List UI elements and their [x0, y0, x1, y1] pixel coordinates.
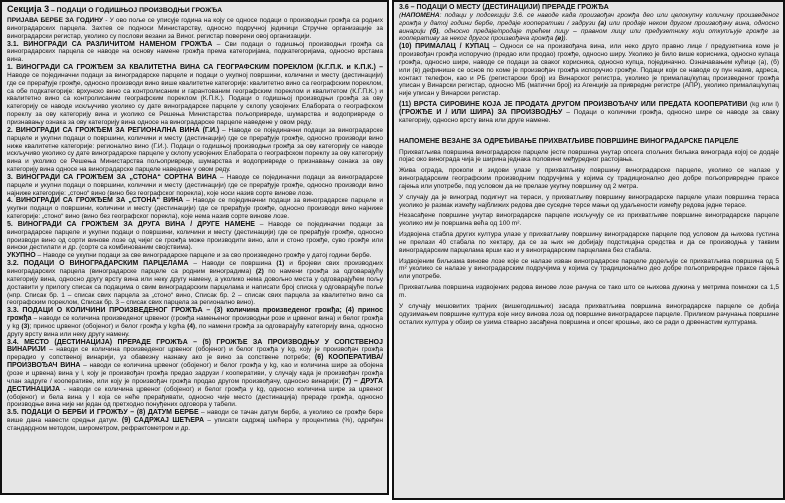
note-eligible-area-4: Незасађене површине унутар виноградарске парцеле искључују се из прихватљиве површине виноградарске парцеле уколико им је површина већа од 100 m². [399, 212, 779, 228]
note-eligible-area-6: Издвојеним биљкама винове лозе које се налазе изван виноградарске парцеле додељује се прихватљива површина од 5 m² уколико се налазе у виноградарским подручјима у којима су традиционално део добре пољопривредне праксе гајења или употребе. [399, 257, 779, 281]
paragraph-3-1 [7, 41, 383, 65]
section-title [7, 4, 383, 16]
text-3-5-b: – уписати садржај шећера у процентима (%), одређен стандардном методом, широметром, рефрактометром и др. [7, 417, 383, 432]
note-eligible-area-1: Прихватљива површина виноградарске парцеле јесте површина унутар опсега спољних биљака винограда којој се додаје појас око винограда чија је ширина једнака половини међуредног растојања. [399, 148, 779, 164]
heading-3-5: 3.5. ПОДАЦИ О БЕРБИ И ГРОЖЂУ – (8) ДАТУМ БЕРБЕ [7, 409, 199, 417]
section-3-column-left [0, 0, 389, 495]
paragraph-category-5 [7, 221, 383, 252]
text-3-3-c: , по намени грожђа за одговарајућу категорију вина, односно другу врсту вина или неку другу намену. [7, 322, 383, 338]
raw-material-unit: (kg или l) [747, 101, 779, 109]
section-title-subtitle: – ПОДАЦИ О ГОДИШЊОЈ ПРОИЗВОДЊИ ГРОЖЂА [49, 7, 223, 14]
heading-total: УКУПНО [7, 252, 36, 260]
section-3-column-right [392, 0, 785, 500]
paragraph-recipient [399, 43, 779, 98]
text-category-1: Наводе се појединачни подаци за виноградарске парцеле и подаци о укупној површини, количини и месту (дестинацији) где се прерађује грожђе, односно производи вино више квалитетне категорије: квалитетно вино са географским пореклом, са обе подкатегорије: врхунско вино са контролисаним и гарантованим географским пореклом и квалитетом (К.Г.П.К.) и квалитетно вино са контролисаним географским пореклом (К.П.К.). Подаци о годишњој производњи грожђа за ову категорију се наводе искључиво уколико су дате виноградарске парцеле у склопу усвојених Елабората о географском пореклу за ову категорију вина и уколико се Решења Министарства пољопривреде, шумарства и водопривреде о признавању ознака за ову категорију вина односе на виноградарске парцеле наведене у овом реду. [7, 71, 383, 126]
text-total: – Наводе се укупни подаци за све виноградарске парцеле и за сво произведено грожђе у датој години бербе. [35, 252, 372, 260]
paragraph-category-1 [7, 64, 383, 127]
section-title-label: Секција 3 [7, 4, 50, 14]
heading-raw-material-2: (ГРОЖЂЕ И / ИЛИ ШИРА) ЗА ПРОИЗВОДЊУ [399, 108, 563, 116]
paragraph-note [399, 12, 779, 43]
field-ref-1: (1) [276, 260, 285, 268]
heading-category-1: 1. ВИНОГРАДИ СА ГРОЖЂЕМ ЗА КВАЛИТЕТНА ВИНА СА ГЕОГРАФСКИМ ПОРЕКЛОМ (К.Г.П.К. и К.П.К.) – [7, 64, 383, 72]
field-ref-3: (3) [21, 322, 30, 330]
note-text-a: : подаци у подсекцији 3.6. се наводе када произвођач грожђа део или целокупну количину произведеног грожђа у датој години бербе, предаје кооперативи / задрузи [399, 11, 779, 27]
paragraph-total [7, 252, 383, 260]
heading-eligible-area-notes: НАПОМЕНЕ ВЕЗАНЕ ЗА ОДРЕЂИВАЊЕ ПРИХВАТЉИВЕ ПОВРШИНЕ ВИНОГРАДАРСКЕ ПАРЦЕЛЕ [399, 137, 739, 145]
heading-other-destination: (7) – ДРУГА ДЕСТИНАЦИЈА [7, 377, 384, 393]
heading-category-3: 3. ВИНОГРАДИ СА ГРОЖЂЕМ ЗА „СТОНА“ СОРТНА ВИНА [7, 173, 217, 181]
heading-harvest-year: ПРИЈАВА БЕРБЕ ЗА ГОДИНУ [7, 17, 104, 24]
heading-3-6: 3.6 – ПОДАЦИ О МЕСТУ (ДЕСТИНАЦИЈИ) ПРЕРАДЕ ГРОЖЂА [399, 4, 609, 11]
heading-3-4: 3.4. МЕСТО (ДЕСТИНАЦИЈА) ПРЕРАДЕ ГРОЖЂА – (5) ГРОЖЂЕ ЗА ПРОИЗВОДЊУ У СОПСТВЕНОЈ ВИНАРИЈИ [7, 338, 383, 354]
text-recipient: – Односи се на произвођача вина, или неко друго правно лице / предузетника коме је произвођач грожђа испоручио (предао или продао) грожђе, односно ширу. Уколико је било више корисника, односно купаца грожђа, односно шире, наводе се подаци за сваког корисника, односно купца, појединачно. Означавањем кућице (а), (б) или (в) дефинише се основ по коме је произвођач грожђа испоручио грожђе. Подаци који се наводе су пун назив, адреса, контакт телефон, као и РБ (регистарски број) из Винарског регистра, уколико је прималац/купац произведеног грожђа уписан у Винарски регистар, односно МБ (матични број) из Агенције за привредне регистре (АПР), уколико прималац/купац није уписан у Винарски регистар. [399, 43, 780, 98]
text-3-1: – Сви подаци о годишњој производњи грожђа са виноградарских парцела се наводе на основу намене грожђа према категоријама, подкатегоријама, односно врстама вина. [7, 40, 383, 64]
note-text-c: , односно предаје/продаје трећем лицу – правном лицу или предузетнику који откупљује грожђе за кооперативу за неког другог произвођача грожђа [399, 27, 780, 43]
note-eligible-area-5: Издвојена стабла других култура улазе у прихватљиву површину виноградарске парцеле под условом да њихова густина не прелази 40 стабала по хектару, да се за њих не добијају подстицајна средства и да се производња у таквим виноградарским парцелама врши као и у виноградарским парцелама без стабала. [399, 231, 779, 254]
paragraph-3-2 [7, 260, 383, 307]
heading-3-1: 3.1. ВИНОГРАДИ СА РАЗЛИЧИТОМ НАМЕНОМ ГРОЖЂА [7, 40, 213, 48]
note-ref-a: (а) [598, 19, 607, 27]
note-text-b: или продаје неком другом произвођачу вина, односно винарији [399, 19, 779, 35]
heading-category-2: 2. ВИНОГРАДИ СА ГРОЖЂЕМ ЗА РЕГИОНАЛНА ВИНА (Г.И.) [7, 126, 220, 134]
paragraph-3-4 [7, 339, 383, 410]
paragraph-raw-material [399, 101, 779, 125]
note-eligible-area-7: Прихватљива површина издвојених редова винове лозе рачуна се тако што се њихова дужина у метрима помножи са 1,5 m. [399, 284, 779, 299]
paragraph-category-4 [7, 197, 383, 221]
text-category-5: – Наводе се појединачни подаци за виноградарске парцеле и укупни подаци о површини, количини и месту (дестинацији) где се прерађује грожђе, односно производи вино од сорти винове лозе од чијег се грожђа може производити вино, али и стоно грожђе, суво грожђе или вински дестилати и др. (сорте са комбинованим својствима). [7, 220, 383, 252]
text-raw-material: – Подаци о количини грожђа, односно шире се наводе за сваку категорију, односно врсту вина или друге намене. [399, 108, 780, 124]
heading-raw-material: (11) ВРСТА СИРОВИНЕ КОЈА ЈЕ ПРОДАТА ДРУГОМ ПРОИЗВОЂАЧУ ИЛИ ПРЕДАТА КООПЕРАТИВИ [399, 101, 748, 109]
field-ref-4: (4) [187, 322, 196, 330]
paragraph-category-3 [7, 174, 383, 198]
note-heading: НАПОМЕНА [401, 11, 440, 19]
text-3-4-c: - наводи се количина црвеног (обојеног) и белог грожђа у kg, односно количина шире за црвеног (обојеног) и бела вина у l која се неће прерађивати, односно чије место (дестинација) прераде грожђа, односно производње вина није ни један од претходно понуђених одговора у табели. [7, 385, 383, 409]
note-ref-b: (б) [429, 27, 439, 35]
text-3-5-a: – наводи се тачан датум бербе, а уколико се грожђе бере више дана навести средњи датум. [7, 409, 384, 425]
field-ref-2: (2) [255, 268, 264, 275]
heading-category-5: 5. ВИНОГРАДИ СА ГРОЖЂЕМ ЗА ДРУГА ВИНА / ДРУГЕ НАМЕНЕ [7, 220, 255, 228]
note-eligible-area-8: У случају мешовитих трајних (вишегодишњих) засада прихватљива површина виноградарске парцеле се добија одузимањем површине култура које нису винова лоза од површине виноградарске парцеле. Приликом рачунања површине осталих култура у обзир се узима стварно засађена површина и опсег крошње, ако се ради о дрвенастим културама. [399, 302, 779, 326]
note-close: ). [563, 35, 568, 43]
text-category-4: – Наводе се појединачни подаци за виноградарске парцеле и укупни подаци о површини, количини и месту (дестинацији) где се прерађује грожђе, односно производи вино најниже категорије: „стоно“ вино (вино без географског порекла), које нема назив сорте винове лозе. [7, 197, 383, 221]
paragraph-3-5 [7, 409, 383, 433]
text-harvest-year: - У ово поље се уписује година на коју се односе подаци о производњи грожђа са родних виноградарских парцела. Захтев се подноси Министарству, односно подручној јединици Стручне организације за виноградарски регистар, уколико су послови везани за Виног. регистар поверени овој организацији. [7, 17, 383, 40]
heading-cooperative: (6) КООПЕРАТИВА/ПРОИЗВОЂАЧ ВИНА [7, 354, 384, 370]
note-ref-c: (в) [555, 35, 564, 43]
note-eligible-area-3: У случају да је виноград подигнут на тераси, у прихватљиву површину виноградарске парцеле улази површина тераса уколико је размак између најближих редова две суседне терсе мањи од удаљености између редова једне терасе. [399, 193, 779, 209]
heading-category-4: 4. ВИНОГРАДИ СА ГРОЖЂЕМ ЗА „СТОНА“ ВИНА [7, 197, 184, 205]
text-3-3-a: – наводи се количина произведеног црвеног (грожђа намењеног производњи розе и црвеног вина) и белог грожђа у kg [7, 315, 383, 330]
heading-sugar-content: (9) САДРЖАЈ ШЕЋЕРА [121, 417, 205, 425]
heading-3-2: 3.2. ПОДАЦИ О ВИНОГРАДАРСКИМ ПАРЦЕЛАМА [7, 260, 189, 268]
text-category-3: – Наводе се појединачни подаци за виноградарске парцеле и укупни подаци о површини, количини и месту (дестинацији) где се прерађује грожђе, односно производи вино најниже категорије: „стоно“ вино (вино без географског порекла), које носи назив сорте винове лозе. [7, 173, 383, 197]
paragraph-harvest-year [7, 17, 383, 41]
heading-recipient: (10) ПРИМАЛАЦ / КУПАЦ [399, 43, 490, 51]
paragraph-3-3 [7, 307, 383, 338]
note-eligible-area-2: Жива ограда, прокопи и зидови улазе у прихватљиву површину виноградарске парцеле, уколико се налазе у виноградарским географским производним подручјима у којима су традиционално део добре пољопривредне праксе гајења или употребе, под условом да не прелазе укупну површину од 2 метра. [399, 167, 779, 190]
text-category-2: – Наводе се појединачни подаци за виноградарске парцеле и укупни подаци о површини, количини и месту (дестинацији) где се прерађује грожђе, односно производи вино ниже квалитетне категорије: регионално вино (Г.И.). Подаци о годишњој производњи грожђа за ову категорију се наводе искључиво уколико су дате виноградарске парцеле у склопу усвојених Елабората о географском пореклу за ову категорију вина и уколико се Решења Министарства пољопривреде, шумарства и водопривреде о признавању ознака за ову категорију вина односе на виноградарске парцеле наведене у овом реду. [7, 126, 383, 174]
text-3-4-b: – наводи се количина црвеног (обојеног) и белог грожђа у kg, као и количина шире за обојена (розе и црвена) вина у l, коју је произвођач грожђа предао задрузи / кооперативи, у случају када је произвођач грожђа члан задруге / кооперативе, или коју је произвођач грожђа продао другом произвођачу, односно винарији; [7, 362, 383, 385]
text-3-2-a: – Наводи се површина [188, 260, 277, 268]
note-open: ( [399, 11, 402, 19]
paragraph-category-2 [7, 127, 383, 174]
heading-3-3: 3.3. ПОДАЦИ О КОЛИЧИНИ ПРОИЗВЕДЕНОГ ГРОЖЂА – (3) количина произведеног грожђа; (4) принос грожђа [7, 307, 383, 323]
text-3-2-b: и бројеви свих производних виноградарских парцела (виноградарске парцеле са родним виноградима) [7, 260, 383, 275]
text-3-2-c: по намени грожђа за одговарајућу категорију вина, односно другу врсту вина или неку другу намену, а уколико нема довољно места у одговарајућем пољу доставити у прилогу списак са подацима о свим виноградарским парцелама и написати број списка у одговарајуће поље (нпр. Списак бр. 1 – списак свих парцела за „стоно“ вино, Списак бр. 2 – списак свих парцела за квалитетно вино са географским пореклом, Списак бр. 3 – списак свих парцела за регионално вино). [7, 268, 383, 307]
text-3-4-a: – наводи се количина произведеног црвеног (обојеног) и белог грожђа у kg, коју је произвођач грожђа прерадио у сопственој винарији, уз обавезну назнаку ако је вино за сопствене потребе; [7, 346, 383, 362]
text-3-3-b: ; принос црвеног (обојеног) и белог грожђа у kg/ha [29, 322, 188, 330]
